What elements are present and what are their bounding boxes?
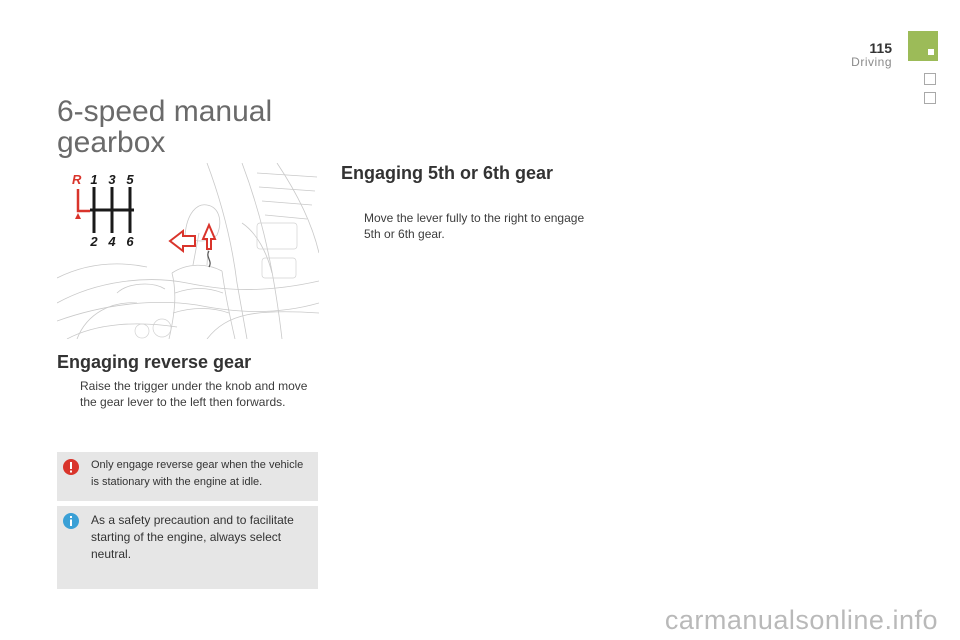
gear-label: 4 — [108, 234, 116, 249]
warning-box — [57, 452, 318, 501]
fifth-sixth-gear-instruction: Move the lever fully to the right to engage 5th or 6th gear. — [364, 211, 585, 241]
reverse-gear-instruction: Raise the trigger under the knob and move the gear lever to the left then forwards. — [80, 379, 308, 409]
gear-lever-illustration — [57, 163, 319, 339]
gear-label: 6 — [126, 234, 134, 249]
watermark: carmanualsonline.info — [664, 605, 938, 635]
gear-label: 3 — [108, 172, 116, 187]
reverse-gear-heading: Engaging reverse gear — [57, 352, 252, 372]
reverse-gear-label: R — [72, 172, 82, 187]
gear-label: 2 — [90, 234, 98, 249]
chapter-tab[interactable] — [924, 92, 936, 104]
section-label: Driving — [851, 55, 892, 69]
gear-label: 5 — [126, 172, 134, 187]
page-title: 6-speed manual gearbox — [57, 95, 273, 159]
warning-exclamation-icon — [63, 459, 79, 475]
tab-marker-icon — [928, 49, 934, 55]
page-number: 115 — [869, 40, 892, 56]
chapter-tab-active[interactable] — [908, 31, 938, 61]
info-icon — [63, 513, 79, 529]
chapter-tab[interactable] — [924, 73, 936, 85]
warning-text: Only engage reverse gear when the vehicle is stationary with the engine at idle. — [91, 459, 304, 488]
gear-label: 1 — [90, 172, 98, 187]
fifth-sixth-gear-heading: Engaging 5th or 6th gear — [341, 163, 554, 183]
info-box — [57, 506, 318, 589]
info-text: As a safety precaution and to facilitate starting of the engine, always select neutral. — [91, 513, 294, 561]
